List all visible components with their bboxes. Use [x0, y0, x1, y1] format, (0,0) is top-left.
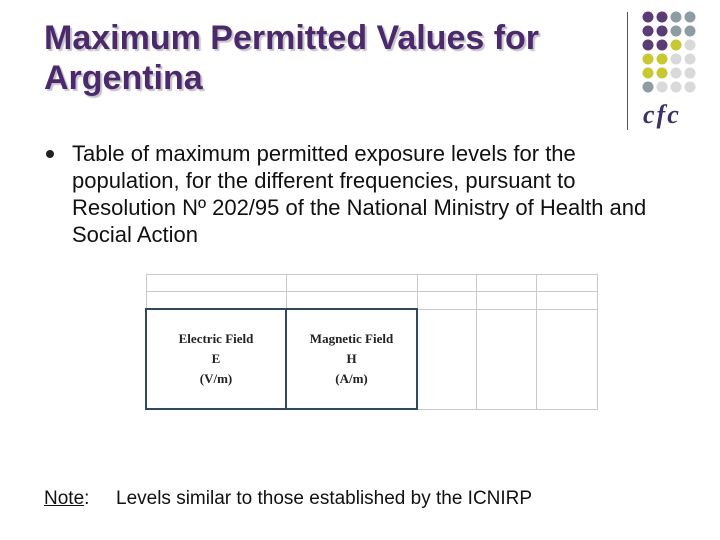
logo-dot — [643, 12, 654, 23]
logo-dot — [657, 40, 668, 51]
slide-title: Maximum Permitted Values for Argentina — [44, 19, 540, 97]
exposure-table — [145, 274, 598, 410]
note-colon: : — [84, 488, 90, 509]
magnetic-field-symbol: H — [346, 351, 357, 366]
electric-field-unit: (V/m) — [199, 371, 233, 386]
logo-dots — [640, 10, 720, 95]
logo-dot — [643, 82, 654, 93]
logo-dot — [685, 82, 696, 93]
logo-dot — [643, 68, 654, 79]
electric-field-header — [146, 309, 286, 409]
logo-dot — [657, 82, 668, 93]
logo-dot — [643, 26, 654, 37]
logo-dot — [657, 12, 668, 23]
logo-dot — [685, 26, 696, 37]
logo-dot — [671, 40, 682, 51]
logo-dot — [685, 12, 696, 23]
logo-dot — [685, 54, 696, 65]
note-text: Levels similar to those established by the ICNIRP — [116, 488, 533, 509]
magnetic-field-header — [286, 309, 417, 409]
magnetic-field-label: Magnetic Field — [309, 331, 394, 346]
electric-field-symbol: E — [211, 351, 221, 366]
logo-dot — [685, 68, 696, 79]
logo-dot — [643, 40, 654, 51]
bullet-icon — [46, 150, 54, 158]
logo-dot — [671, 12, 682, 23]
logo-text: cfc — [643, 100, 681, 129]
table-row — [146, 309, 598, 409]
logo-dot — [643, 54, 654, 65]
logo-dot — [671, 54, 682, 65]
magnetic-field-unit: (A/m) — [335, 371, 368, 386]
logo-dot — [685, 40, 696, 51]
logo-dot — [671, 26, 682, 37]
note-label: Note — [44, 488, 85, 509]
logo-divider — [627, 12, 628, 130]
logo-dot — [671, 68, 682, 79]
logo-dot — [657, 54, 668, 65]
electric-field-label: Electric Field — [178, 331, 254, 346]
logo-dot — [671, 82, 682, 93]
table-row — [146, 292, 598, 310]
note — [44, 488, 89, 510]
logo-dot — [657, 68, 668, 79]
table-row — [146, 275, 598, 292]
bullet-text: Table of maximum permitted exposure levels for the population, for the different frequencies, pursuant to Resolution Nº 202/95 of the National Ministry of Health and Social Action — [72, 141, 647, 247]
logo-dot — [657, 26, 668, 37]
